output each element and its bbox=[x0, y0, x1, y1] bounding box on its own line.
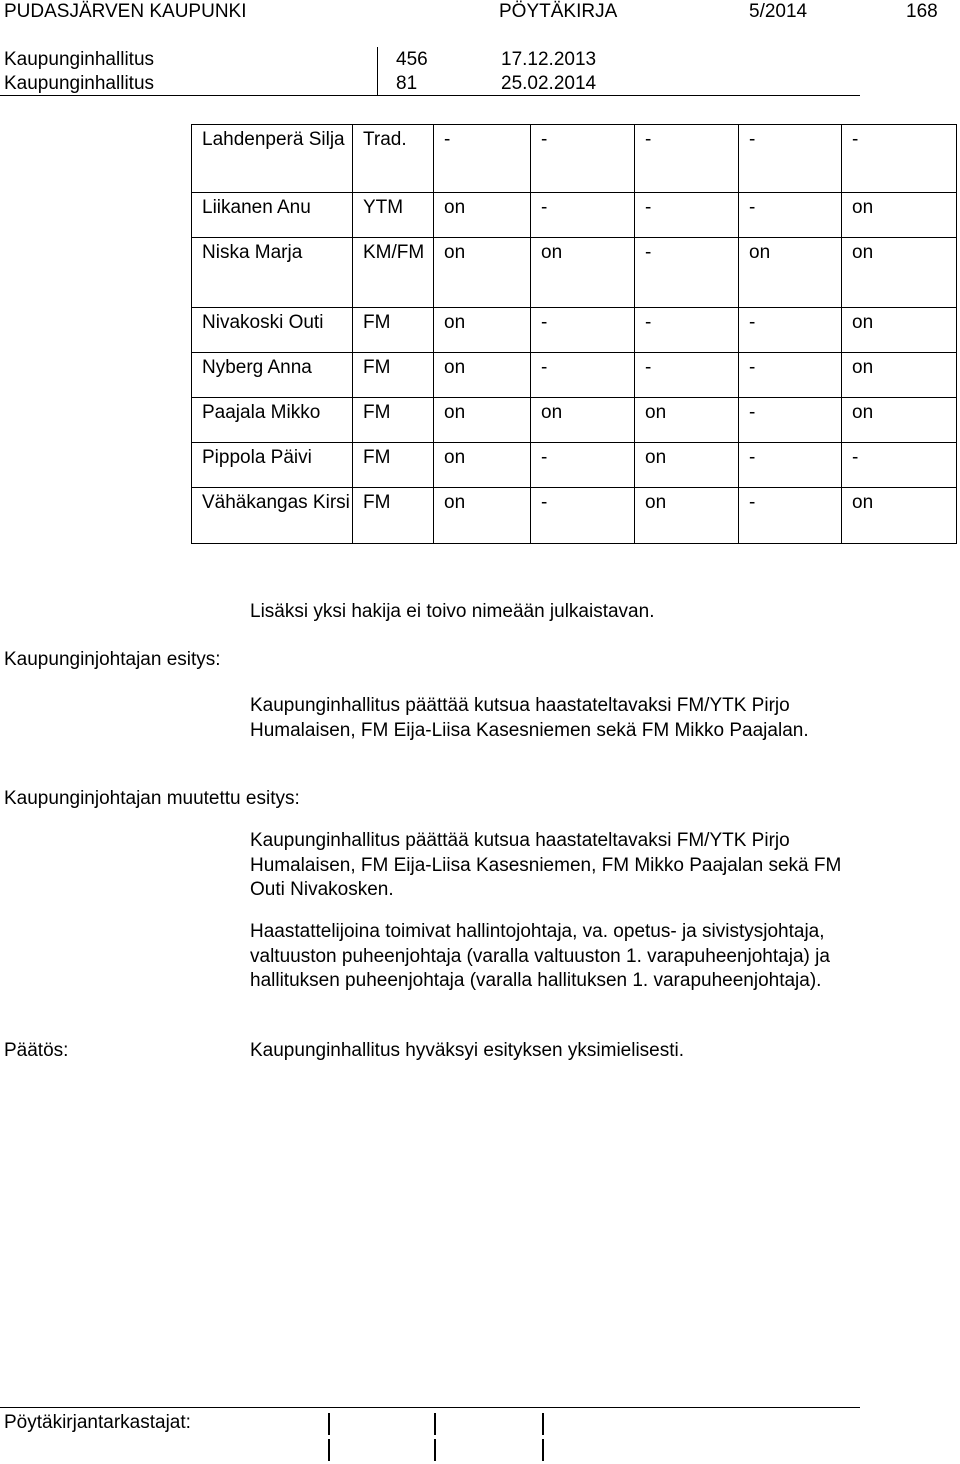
signature-field bbox=[542, 1413, 544, 1435]
decision-label: Päätös: bbox=[4, 1040, 69, 1061]
reference-body: Kaupunginhallitus bbox=[4, 73, 155, 94]
reviewers-label: Pöytäkirjantarkastajat: bbox=[4, 1412, 191, 1433]
table-row bbox=[192, 125, 957, 193]
status-cell: - bbox=[531, 353, 635, 398]
candidate-degree: FM bbox=[353, 353, 434, 398]
organization-name: PUDASJÄRVEN KAUPUNKI bbox=[4, 1, 247, 22]
footer-rule bbox=[0, 1407, 860, 1408]
status-cell: - bbox=[739, 308, 842, 353]
status-cell: on bbox=[842, 193, 957, 238]
status-cell: on bbox=[434, 488, 531, 544]
status-cell: on bbox=[842, 308, 957, 353]
status-cell: - bbox=[842, 443, 957, 488]
status-cell: on bbox=[842, 488, 957, 544]
status-cell: on bbox=[635, 443, 739, 488]
status-cell: - bbox=[842, 125, 957, 193]
candidate-degree: FM bbox=[353, 398, 434, 443]
status-cell: on bbox=[531, 398, 635, 443]
interviewers-text: Haastattelijoina toimivat hallintojohtaja, va. opetus- ja sivistysjohtaja, valtuuston puheenjohtaja (varalla valtuuston 1. varapuheenjohtaja) ja hallituksen puheenjohtaja (varalla hallituksen 1. varapuheenjohtaja). bbox=[250, 921, 830, 991]
table-row bbox=[192, 443, 957, 488]
status-cell: - bbox=[531, 443, 635, 488]
status-cell: - bbox=[531, 308, 635, 353]
page-number: 168 bbox=[906, 1, 938, 22]
signature-field bbox=[328, 1413, 330, 1435]
status-cell: - bbox=[635, 353, 739, 398]
amended-proposal-label: Kaupunginjohtajan muutettu esitys: bbox=[4, 788, 300, 809]
candidate-degree: KM/FM bbox=[353, 238, 434, 308]
status-cell: - bbox=[531, 125, 635, 193]
status-cell: on bbox=[434, 398, 531, 443]
table-row bbox=[192, 353, 957, 398]
table-row bbox=[192, 488, 957, 544]
status-cell: - bbox=[739, 443, 842, 488]
status-cell: - bbox=[531, 193, 635, 238]
issue-number: 5/2014 bbox=[749, 1, 808, 22]
status-cell: - bbox=[739, 353, 842, 398]
status-cell: - bbox=[635, 193, 739, 238]
status-cell: - bbox=[739, 488, 842, 544]
status-cell: - bbox=[635, 308, 739, 353]
reference-date: 25.02.2014 bbox=[501, 73, 597, 94]
candidate-table bbox=[191, 124, 957, 544]
status-cell: - bbox=[739, 398, 842, 443]
status-cell: on bbox=[434, 353, 531, 398]
signature-field bbox=[328, 1439, 330, 1461]
candidate-degree: FM bbox=[353, 488, 434, 544]
reference-section: 456 bbox=[396, 49, 428, 70]
signature-field bbox=[434, 1439, 436, 1461]
table-row bbox=[192, 308, 957, 353]
document-type: PÖYTÄKIRJA bbox=[499, 1, 618, 22]
status-cell: on bbox=[842, 238, 957, 308]
proposal-text: Kaupunginhallitus päättää kutsua haastateltavaksi FM/YTK Pirjo Humalaisen, FM Eija-Liisa Kasesniemen sekä FM Mikko Paajalan. bbox=[250, 695, 809, 741]
status-cell: on bbox=[842, 398, 957, 443]
reference-divider bbox=[377, 47, 378, 95]
decision-text: Kaupunginhallitus hyväksyi esityksen yksimielisesti. bbox=[250, 1040, 685, 1061]
status-cell: on bbox=[434, 193, 531, 238]
table-row bbox=[192, 193, 957, 238]
proposal-label: Kaupunginjohtajan esitys: bbox=[4, 649, 221, 670]
candidate-degree: Trad. bbox=[353, 125, 434, 193]
signature-field bbox=[434, 1413, 436, 1435]
candidate-name: Nivakoski Outi bbox=[192, 308, 353, 353]
candidate-name: Paajala Mikko bbox=[192, 398, 353, 443]
status-cell: - bbox=[739, 193, 842, 238]
status-cell: - bbox=[739, 125, 842, 193]
candidate-name: Niska Marja bbox=[192, 238, 353, 308]
extra-note: Lisäksi yksi hakija ei toivo nimeään julkaistavan. bbox=[250, 601, 655, 622]
status-cell: on bbox=[434, 308, 531, 353]
candidate-degree: FM bbox=[353, 443, 434, 488]
status-cell: on bbox=[635, 398, 739, 443]
candidate-name: Nyberg Anna bbox=[192, 353, 353, 398]
table-row bbox=[192, 398, 957, 443]
header-rule bbox=[0, 95, 860, 96]
signature-field bbox=[542, 1439, 544, 1461]
status-cell: on bbox=[434, 443, 531, 488]
status-cell: on bbox=[842, 353, 957, 398]
reference-body: Kaupunginhallitus bbox=[4, 49, 155, 70]
status-cell: on bbox=[531, 238, 635, 308]
status-cell: - bbox=[635, 125, 739, 193]
candidate-name: Vähäkangas Kirsi bbox=[192, 488, 353, 544]
status-cell: on bbox=[434, 238, 531, 308]
status-cell: - bbox=[434, 125, 531, 193]
candidate-name: Pippola Päivi bbox=[192, 443, 353, 488]
reference-section: 81 bbox=[396, 73, 418, 94]
candidate-name: Lahdenperä Silja bbox=[192, 125, 353, 193]
status-cell: on bbox=[635, 488, 739, 544]
candidate-degree: FM bbox=[353, 308, 434, 353]
table-row bbox=[192, 238, 957, 308]
status-cell: - bbox=[531, 488, 635, 544]
reference-date: 17.12.2013 bbox=[501, 49, 597, 70]
status-cell: - bbox=[635, 238, 739, 308]
candidate-name: Liikanen Anu bbox=[192, 193, 353, 238]
status-cell: on bbox=[739, 238, 842, 308]
candidate-degree: YTM bbox=[353, 193, 434, 238]
amended-proposal-text: Kaupunginhallitus päättää kutsua haastateltavaksi FM/YTK Pirjo Humalaisen, FM Eija-Liisa Kasesniemen, FM Mikko Paajalan sekä FM Outi Nivakosken. bbox=[250, 830, 842, 900]
